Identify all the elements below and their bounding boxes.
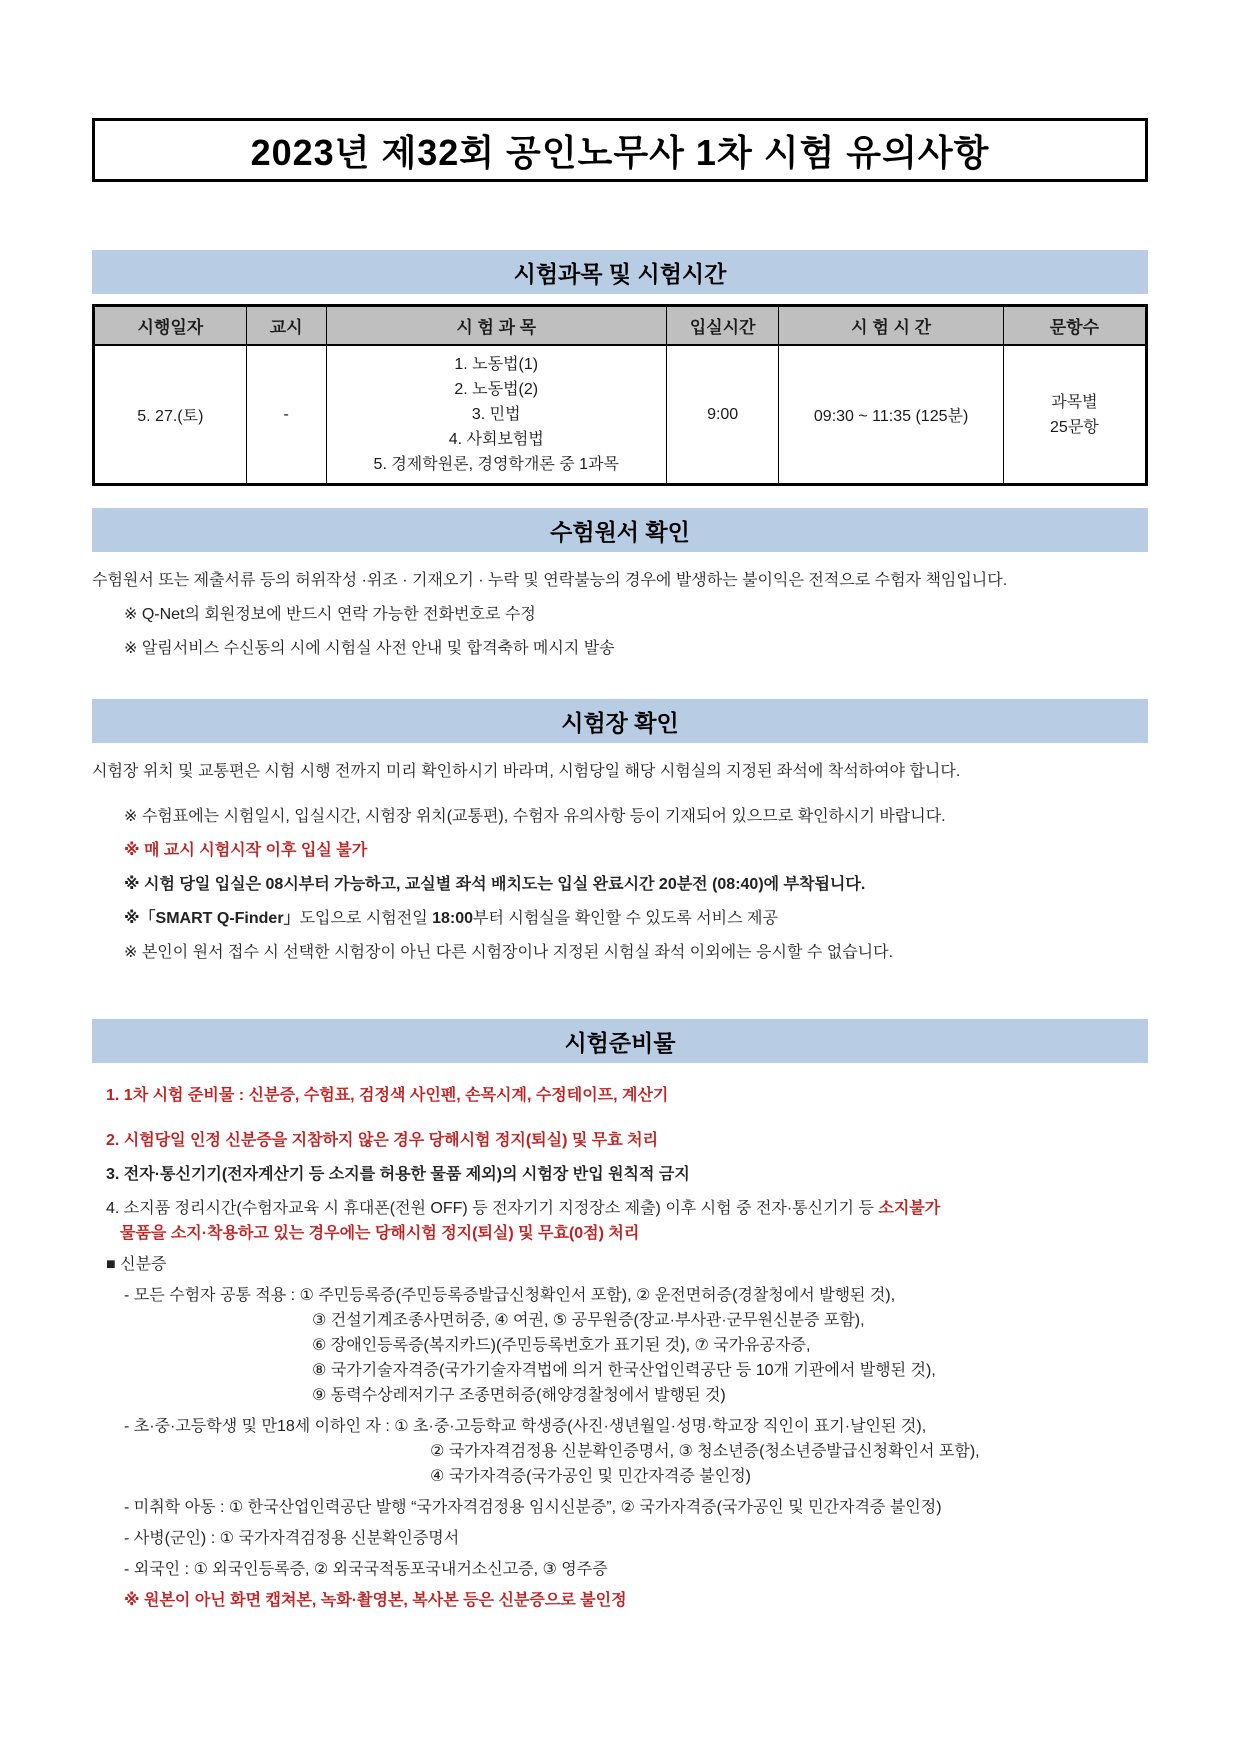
column-header-exam-time: 시 험 시 간 — [779, 306, 1003, 346]
text-line — [92, 1360, 1148, 1381]
cell-exam-time: 09:30 ~ 11:35 (125분) — [779, 345, 1003, 485]
section-header-venue — [92, 699, 1148, 743]
list-line: 5. 경제학원론, 경영학개론 중 1과목 — [373, 456, 619, 473]
text-segment: ■ 신분증 — [106, 1256, 167, 1273]
section-header-application-label: 수험원서 확인 — [550, 518, 690, 545]
list-line: 4. 사회보험법 — [448, 431, 544, 448]
document-title: 2023년 제32회 공인노무사 1차 시험 유의사항 — [250, 131, 990, 173]
text-segment: ⑧ 국가기술자격증(국가기술자격법에 의거 한국산업인력공단 등 10개 기관에서 발행된 것), — [312, 1362, 936, 1379]
section-materials-body — [92, 1085, 1148, 1611]
column-header-period: 교시 — [246, 306, 326, 346]
document-page — [0, 118, 1240, 1611]
text-line — [92, 1285, 1148, 1306]
text-line — [92, 1310, 1148, 1331]
section-header-schedule-label: 시험과목 및 시험시간 — [513, 260, 727, 287]
text-line — [92, 1497, 1148, 1518]
text-line — [92, 942, 1148, 963]
text-segment: 부터 시험실을 확인할 수 있도록 서비스 제공 — [473, 910, 778, 927]
text-line — [92, 1590, 1148, 1611]
text-segment: ※「SMART Q-Finder」 — [124, 910, 300, 927]
text-line — [92, 908, 1148, 929]
text-line — [92, 1164, 1148, 1185]
text-line — [92, 570, 1148, 591]
text-segment: ④ 국가자격증(국가공인 및 민간자격증 불인정) — [430, 1468, 751, 1485]
section-header-materials — [92, 1019, 1148, 1063]
text-segment: ※ Q-Net의 회원정보에 반드시 연락 가능한 전화번호로 수정 — [124, 606, 536, 623]
text-line — [92, 761, 1148, 782]
text-line — [92, 1254, 1148, 1275]
text-segment: 18:00 — [432, 910, 474, 927]
text-segment: 2. 시험당일 인정 신분증을 지참하지 않은 경우 당해시험 정지(퇴실) 및 무효 처리 — [106, 1132, 659, 1149]
text-segment: ※ 원본이 아닌 화면 캡쳐본, 녹화·촬영본, 복사본 등은 신분증으로 불인정 — [124, 1592, 627, 1609]
list-line: 1. 노동법(1) — [454, 356, 539, 373]
text-line — [92, 1559, 1148, 1580]
text-segment: ② 국가자격검정용 신분확인증명서, ③ 청소년증(청소년증발급신청확인서 포함), — [430, 1443, 980, 1460]
text-line — [92, 1335, 1148, 1356]
text-line — [92, 874, 1148, 895]
text-segment: ※ 본인이 원서 접수 시 선택한 시험장이 아닌 다른 시험장이나 지정된 시험실 좌석 이외에는 응시할 수 없습니다. — [124, 944, 894, 961]
section-header-materials-label: 시험준비물 — [564, 1029, 676, 1056]
column-header-entry-time: 입실시간 — [666, 306, 779, 346]
text-segment: 3. 전자·통신기기(전자계산기 등 소지를 허용한 물품 제외)의 시험장 반입 원칙적 금지 — [106, 1166, 690, 1183]
text-segment: - 초·중·고등학생 및 만18세 이하인 자 : ① 초·중·고등학교 학생증(사진·생년월일·성명·학교장 직인이 표기·날인된 것), — [124, 1418, 927, 1435]
list-line: 2. 노동법(2) — [454, 381, 539, 398]
text-line — [92, 840, 1148, 861]
text-segment: 소지불가 — [878, 1200, 941, 1217]
text-line — [92, 1198, 1148, 1219]
text-segment: 물품을 소지·착용하고 있는 경우에는 당해시험 정지(퇴실) 및 무효(0점) 처리 — [120, 1225, 640, 1242]
text-line — [92, 806, 1148, 827]
text-segment: ※ 수험표에는 시험일시, 입실시간, 시험장 위치(교통편), 수험자 유의사항 등이 기재되어 있으므로 확인하시기 바랍니다. — [124, 808, 946, 825]
cell-period: - — [246, 345, 326, 485]
cell-question-count — [1003, 345, 1146, 485]
text-segment: ※ 매 교시 시험시작 이후 입실 불가 — [124, 842, 368, 859]
text-segment: ③ 건설기계조종사면허증, ④ 여권, ⑤ 공무원증(장교·부사관·군무원신분증 포함), — [312, 1312, 865, 1329]
column-header-subjects: 시 험 과 목 — [326, 306, 666, 346]
schedule-table-header-row — [94, 306, 1147, 346]
list-line: 과목별 — [1051, 393, 1098, 411]
text-line — [92, 1416, 1148, 1437]
text-line — [92, 1223, 1148, 1244]
section-header-schedule — [92, 250, 1148, 294]
text-line — [92, 1528, 1148, 1549]
text-segment: 시험장 위치 및 교통편은 시험 시행 전까지 미리 확인하시기 바라며, 시험당일 해당 시험실의 지정된 좌석에 착석하여야 합니다. — [92, 763, 961, 780]
section-application-body — [92, 570, 1148, 659]
text-segment: - 미취학 아동 : ① 한국산업인력공단 발행 “국가자격검정용 임시신분증”, ② 국가자격증(국가공인 및 민간자격증 불인정) — [124, 1499, 942, 1516]
text-segment: ※ 시험 당일 입실은 08시부터 가능하고, 교실별 좌석 배치도는 입실 완료시간 20분전 (08:40)에 부착됩니다. — [124, 876, 866, 893]
section-header-application — [92, 508, 1148, 552]
text-segment: ⑥ 장애인등록증(복지카드)(주민등록번호가 표기된 것), ⑦ 국가유공자증, — [312, 1337, 811, 1354]
text-line — [92, 1130, 1148, 1151]
list-line: 3. 민법 — [471, 406, 521, 423]
text-line — [92, 1085, 1148, 1106]
text-segment: - 모든 수험자 공통 적용 : ① 주민등록증(주민등록증발급신청확인서 포함), ② 운전면허증(경찰청에서 발행된 것), — [124, 1287, 896, 1304]
cell-entry-time: 9:00 — [666, 345, 779, 485]
text-segment: 1. 1차 시험 준비물 : 신분증, 수험표, 검정색 사인펜, 손목시계, 수정테이프, 계산기 — [106, 1087, 669, 1104]
section-venue-body — [92, 761, 1148, 963]
section-header-venue-label: 시험장 확인 — [561, 709, 679, 736]
schedule-table — [92, 304, 1148, 486]
text-segment: 도입으로 시험전일 — [299, 910, 433, 927]
text-segment: 수험원서 또는 제출서류 등의 허위작성 ·위조 · 기재오기 · 누락 및 연락불능의 경우에 발생하는 불이익은 전적으로 수험자 책임입니다. — [92, 572, 1008, 589]
column-header-question-count: 문항수 — [1003, 306, 1146, 346]
text-line — [92, 1466, 1148, 1487]
document-title-box — [92, 118, 1148, 182]
cell-date: 5. 27.(토) — [94, 345, 247, 485]
schedule-table-row — [94, 345, 1147, 485]
column-header-date: 시행일자 — [94, 306, 247, 346]
cell-subjects — [326, 345, 666, 485]
text-line — [92, 604, 1148, 625]
text-segment: - 외국인 : ① 외국인등록증, ② 외국국적동포국내거소신고증, ③ 영주증 — [124, 1561, 608, 1578]
text-segment: ⑨ 동력수상레저기구 조종면허증(해양경찰청에서 발행된 것) — [312, 1387, 726, 1404]
text-line — [92, 1385, 1148, 1406]
list-line: 25문항 — [1050, 418, 1099, 436]
text-segment: - 사병(군인) : ① 국가자격검정용 신분확인증명서 — [124, 1530, 460, 1547]
text-line — [92, 638, 1148, 659]
text-segment: ※ 알림서비스 수신동의 시에 시험실 사전 안내 및 합격축하 메시지 발송 — [124, 640, 615, 657]
text-line — [92, 1441, 1148, 1462]
text-segment: 4. 소지품 정리시간(수험자교육 시 휴대폰(전원 OFF) 등 전자기기 지정장소 제출) 이후 시험 중 전자·통신기기 등 — [106, 1200, 879, 1217]
